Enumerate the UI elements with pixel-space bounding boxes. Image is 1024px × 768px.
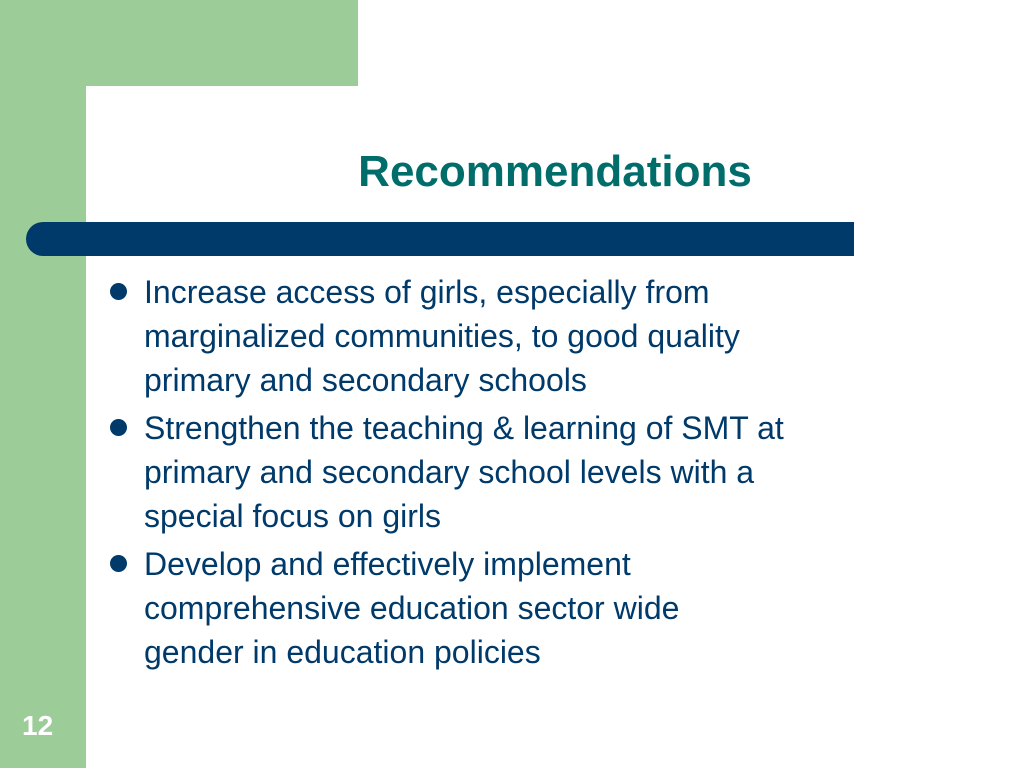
bullet-list (106, 270, 956, 678)
bullet-line: Strengthen the teaching & learning of SMT at (144, 410, 784, 446)
bullet-item-1 (106, 270, 956, 402)
bullet-item-2 (106, 406, 956, 538)
white-rounded-corner (86, 86, 146, 146)
bullet-line: primary and secondary school levels with a (144, 454, 755, 490)
bullet-line: comprehensive education sector wide (144, 590, 680, 626)
green-top-band (0, 0, 358, 86)
bullet-item-3 (106, 542, 956, 674)
bullet-line: gender in education policies (144, 634, 541, 670)
bullet-line: Develop and effectively implement (144, 546, 631, 582)
bullet-line: primary and secondary schools (144, 362, 587, 398)
bullet-line: marginalized communities, to good quality (144, 318, 740, 354)
bullet-line: special focus on girls (144, 498, 442, 534)
slide-number: 12 (22, 710, 54, 741)
bullet-dot-icon (110, 283, 127, 300)
title-divider-bar (26, 222, 854, 256)
green-side-band (0, 0, 86, 768)
bullet-line: Increase access of girls, especially from (144, 274, 710, 310)
bullet-dot-icon (110, 555, 127, 572)
slide-title: Recommendations (358, 147, 752, 196)
bullet-dot-icon (110, 419, 127, 436)
